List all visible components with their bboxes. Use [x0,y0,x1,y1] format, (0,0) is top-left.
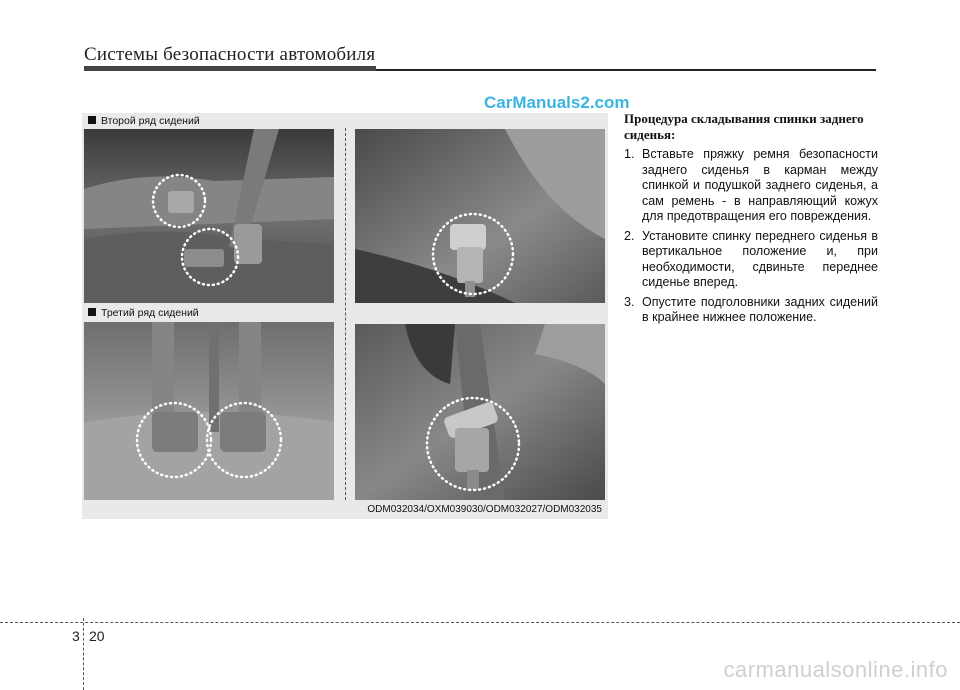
page-number: 20 [89,628,105,644]
procedure-step-3 [624,295,878,326]
procedure-steps [624,147,878,326]
photo-third-row-seat [84,322,334,500]
figure-image-codes: ODM032034/OXM039030/ODM032027/ODM032035 [367,504,602,515]
step-number: 1. [624,147,635,161]
procedure-section [624,111,878,330]
photo-buckle-closeup [355,129,605,303]
step-text: Опустите подголовники задних сидений в крайнее нижнее положение. [642,294,878,324]
photo-belt-buckle [355,324,605,500]
chapter-number: 3 [72,628,80,644]
square-bullet-icon [88,116,96,124]
caption-second-row: Второй ряд сидений [88,115,200,127]
step-number: 3. [624,294,635,309]
step-number: 2. [624,228,635,243]
square-bullet-icon [88,308,96,316]
footer-divider [83,618,84,690]
section-title: Системы безопасности автомобиля [84,44,376,65]
header-rule-thick [84,66,376,71]
figure-divider [345,128,346,500]
footer-rule [0,622,960,623]
step-text: Вставьте пряжку ремня безопасности заднего сиденья в карман между спинкой и подушкой заднего сиденья, а сам ремень - в направляющий кожух для предотвращения его повреждения. [642,147,878,223]
header-rule-thin [376,69,876,71]
watermark-top[interactable]: CarManuals2.com [484,93,630,112]
procedure-title: Процедура складывания спинки заднего сиденья: [624,111,864,142]
caption-third-row: Третий ряд сидений [88,307,199,319]
photo-second-row-seat [84,129,334,303]
step-text: Установите спинку переднего сиденья в вертикальное положение и, при необходимости, сдвиньте переднее сиденье вперед. [642,228,878,289]
watermark-bottom[interactable]: carmanualsonline.info [723,657,948,682]
procedure-step-1 [624,147,878,225]
procedure-step-2 [624,229,878,291]
